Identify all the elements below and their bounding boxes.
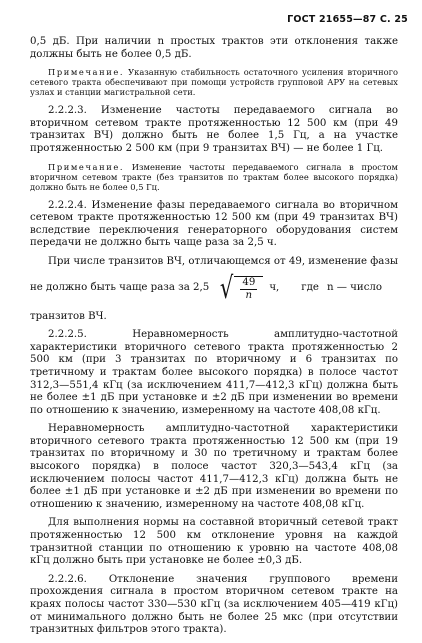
paragraph-2-2-2-3: 2.2.2.3. Изменение частоты передаваемого сигнала во вторичном сетевом тракте протяженностью 12 500 км (при 49 транзитах ВЧ) должно быть не более 1,5 Гц, а на участке протяженностью 2 500 км (при 9 транзитах ВЧ) — не более 1 Гц. [30, 105, 398, 154]
formula-where: где [301, 282, 319, 294]
note-2-label: Примечание. [48, 161, 125, 172]
document-body [30, 36, 398, 643]
formula-unit: ч, [269, 282, 280, 294]
sqrt-expression [217, 270, 263, 306]
page-header: ГОСТ 21655—87 С. 25 [287, 14, 408, 25]
paragraph-2-2-2-5-a: 2.2.2.5. Неравномерность амплитудно-частотной характеристики вторичного сетевого тракта протяженностью 2 500 км (при 3 транзитах по вторичному и 6 транзитах по третичному и трактам более высокого порядка) в полосе частот 312,3—551,4 кГц (за исключением 411,7—412,3 кГц) должна быть не более ±1 дБ при установке и ±2 дБ при изменении во времени по отношению к значению, измеренному на частоте 408,08 кГц. [30, 329, 398, 416]
radical-sign: √ [220, 270, 234, 306]
paragraph-2-2-2-5-c: Для выполнения нормы на составной вторичный сетевой тракт протяженностью 12 500 км отклонение уровня на каждой транзитной станции по отношению к уровню на частоте 408,08 кГц должно быть при установке не более ±0,3 дБ. [30, 517, 398, 567]
note-1-label: Примечание. [48, 67, 125, 78]
paragraph-transit-count: При числе транзитов ВЧ, отличающемся от 49, изменение фазы [48, 255, 398, 267]
formula-n-definition: n — число [326, 282, 382, 294]
paragraph-continuation: 0,5 дБ. При наличии n простых трактов эти отклонения также должны быть не более 0,5 дБ. [30, 36, 398, 60]
note-1-text: Указанную стабильность остаточного усиления вторичного сетевого тракта обеспечивают при помощи устройств групповой АРУ на сетевых узлах и станции магистральной сети. [30, 67, 398, 98]
paragraph-2-2-2-6: 2.2.2.6. Отклонение значения группового времени прохождения сигнала в простом вторичном сетевом тракте на краях полосы частот 330—530 кГц (за исключением 405—419 кГц) от минимального должно быть не более 25 мкс (при отсутствии транзитных фильтров этого тракта). [30, 573, 398, 636]
formula-line [30, 271, 398, 307]
note-2-text: Изменение частоты передаваемого сигнала в простом вторичном сетевом тракте (без транзитов по трактам более высокого порядка) должно быть не более 0,5 Гц. [30, 161, 398, 192]
note-2 [30, 162, 398, 192]
formula-after: транзитов ВЧ. [30, 310, 107, 322]
formula-prefix: не должно быть чаще раза за 2,5 [30, 282, 210, 294]
paragraph-2-2-2-5-b: Неравномерность амплитудно-частотной характеристики вторичного сетевого тракта протяженностью 12 500 км (при 19 транзитах по вторичному и 30 по третичному и трактам более высокого порядка) в полосе частот 320,3—543,4 кГц (за исключением полосы частот 411,7—412,3 кГц) должна быть не более ±1 дБ при установке и ±2 дБ при изменении во времени по отношению к значению, измеренному на частоте 408,08 кГц. [30, 423, 398, 510]
paragraph-2-2-2-4: 2.2.2.4. Изменение фазы передаваемого сигнала во вторичном сетевом тракте протяженностью 12 500 км (при 49 транзитах ВЧ) вследствие переключения генераторного оборудования систем передачи не должно быть чаще раза за 2,5 ч. [30, 199, 398, 249]
fraction [234, 276, 263, 302]
fraction-denominator: n [245, 289, 253, 301]
fraction-numerator: 49 [242, 276, 256, 288]
note-1 [30, 67, 398, 97]
